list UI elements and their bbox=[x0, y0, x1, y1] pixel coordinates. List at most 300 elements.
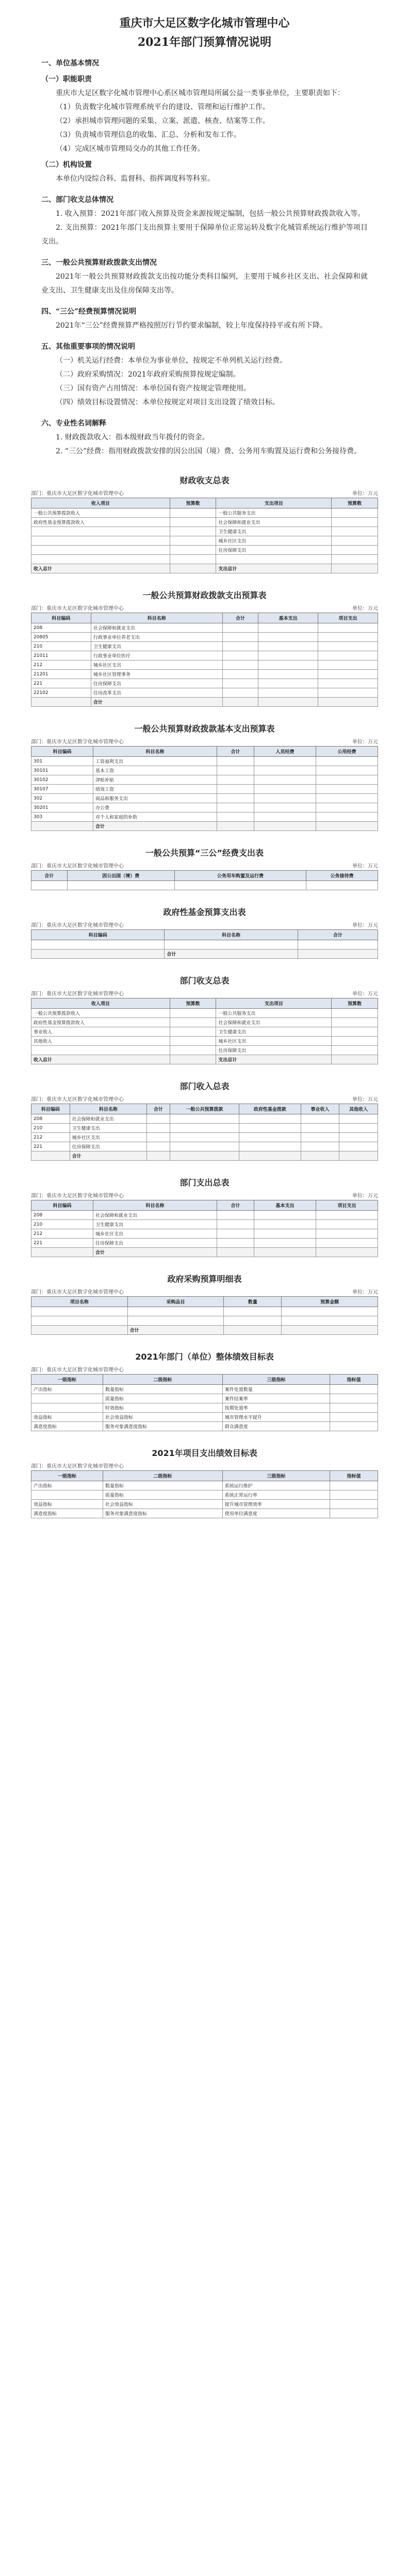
table-cell bbox=[282, 1307, 378, 1316]
table-row bbox=[31, 1385, 378, 1394]
table-cell bbox=[301, 1124, 339, 1133]
table-cell bbox=[316, 812, 378, 822]
table-cell bbox=[330, 1490, 378, 1500]
table-cell bbox=[339, 1114, 378, 1124]
table-cell: 数量指标 bbox=[103, 1481, 223, 1490]
table-cell bbox=[170, 1124, 239, 1133]
table-header: 合计 bbox=[217, 747, 254, 757]
table-cell bbox=[217, 1220, 254, 1229]
table-cell: 城市管理水平提升 bbox=[222, 1413, 330, 1422]
table-header: 合计 bbox=[298, 930, 378, 940]
table-cell bbox=[31, 1326, 128, 1335]
table-department: 部门：重庆市大足区数字化城市管理中心 bbox=[31, 1193, 124, 1199]
table-cell bbox=[332, 1046, 378, 1055]
budget-table bbox=[31, 929, 378, 959]
table-cell: 一般公共预算拨款收入 bbox=[31, 509, 170, 518]
table-meta bbox=[31, 921, 378, 928]
table-cell: 住房保障支出 bbox=[216, 1046, 332, 1055]
table-department: 部门：重庆市大足区数字化城市管理中心 bbox=[31, 491, 124, 497]
table-cell bbox=[332, 564, 378, 573]
table-header: 预算数 bbox=[170, 498, 216, 509]
table-cell bbox=[31, 822, 93, 831]
table-cell: 城乡社区管理事务 bbox=[91, 670, 222, 679]
table-row bbox=[31, 766, 378, 775]
budget-table bbox=[31, 1200, 378, 1257]
table-unit: 单位：万元 bbox=[352, 1097, 378, 1103]
table-cell bbox=[170, 1114, 239, 1124]
table-row bbox=[31, 881, 378, 890]
table-cell bbox=[258, 642, 318, 651]
table-cell bbox=[217, 785, 254, 794]
table-meta bbox=[31, 861, 378, 869]
table-meta bbox=[31, 989, 378, 997]
table-cell bbox=[330, 1500, 378, 1509]
section-heading: 四、“三公”经费预算情况说明 bbox=[41, 308, 137, 316]
table-cell bbox=[217, 803, 254, 812]
table-row bbox=[31, 822, 378, 831]
table-cell: 住房改革支出 bbox=[91, 688, 222, 698]
table-row bbox=[31, 670, 378, 679]
table-cell bbox=[258, 670, 318, 679]
table-cell bbox=[170, 1018, 216, 1027]
budget-tables bbox=[31, 474, 378, 1518]
table-cell bbox=[332, 509, 378, 518]
section-heading: 六、专业性名词解释 bbox=[41, 419, 106, 428]
table-header: 支出项目 bbox=[216, 998, 332, 1009]
table-cell bbox=[254, 1220, 316, 1229]
table-cell bbox=[146, 1124, 170, 1133]
paragraph: 2. “三公”经费：指用财政拨款安排的因公出国（境）费、公务用车购置及运行费和公务接待费。 bbox=[56, 447, 362, 455]
table-cell bbox=[31, 698, 91, 707]
table-cell bbox=[31, 527, 170, 536]
table-cell: 城乡社区支出 bbox=[216, 1037, 332, 1046]
table-cell bbox=[224, 1307, 282, 1316]
table-unit: 单位：万元 bbox=[352, 923, 378, 928]
table-header: 三级指标 bbox=[222, 1375, 330, 1385]
table-header: 公用经费 bbox=[316, 747, 378, 757]
table-cell bbox=[339, 1124, 378, 1133]
paragraph: 本单位内设综合科、监督科、指挥调度科等科室。 bbox=[56, 175, 215, 183]
table-row bbox=[31, 1037, 378, 1046]
table-header: 二级指标 bbox=[103, 1375, 223, 1385]
table-cell bbox=[165, 940, 298, 950]
table-row bbox=[31, 1326, 378, 1335]
table-row bbox=[31, 509, 378, 518]
table-cell bbox=[31, 1490, 103, 1500]
table-header: 指标值 bbox=[330, 1375, 378, 1385]
table-title: 2021年部门（单位）整体绩效目标表 bbox=[135, 1352, 274, 1362]
table-cell: 302 bbox=[31, 794, 93, 803]
table-cell: 产出指标 bbox=[31, 1481, 103, 1490]
table-row bbox=[31, 1229, 378, 1239]
section-heading: （二）机构设置 bbox=[41, 161, 92, 169]
table-unit: 单位：万元 bbox=[352, 991, 378, 997]
table-cell bbox=[170, 1133, 239, 1142]
budget-table bbox=[31, 1470, 378, 1518]
budget-table bbox=[31, 1296, 378, 1335]
budget-table bbox=[31, 1374, 378, 1431]
table-department: 部门：重庆市大足区数字化城市管理中心 bbox=[31, 606, 124, 612]
table-cell: 群众满意度 bbox=[222, 1422, 330, 1431]
table-cell bbox=[146, 1151, 170, 1161]
table-title: 部门收支总表 bbox=[179, 976, 230, 986]
table-header: 人员经费 bbox=[254, 747, 316, 757]
table-cell bbox=[31, 555, 170, 564]
table-cell bbox=[224, 1326, 282, 1335]
table-cell: 210 bbox=[31, 1220, 93, 1229]
table-cell bbox=[318, 623, 378, 633]
table-cell: 30201 bbox=[31, 803, 93, 812]
table-meta bbox=[31, 489, 378, 497]
table-cell bbox=[330, 1509, 378, 1518]
table-header: 预算数 bbox=[332, 998, 378, 1009]
table-cell bbox=[332, 1027, 378, 1037]
table-cell bbox=[330, 1385, 378, 1394]
table-cell bbox=[332, 546, 378, 555]
table-cell bbox=[316, 766, 378, 775]
table-title: 一般公共预算财政拨款支出预算表 bbox=[142, 590, 267, 600]
table-cell: 时效指标 bbox=[103, 1403, 223, 1413]
table-cell bbox=[318, 688, 378, 698]
table-cell: 系统正常运行率 bbox=[222, 1490, 330, 1500]
table-row bbox=[31, 1055, 378, 1064]
table-cell: 212 bbox=[31, 1229, 93, 1239]
table-cell: 办公费 bbox=[93, 803, 217, 812]
document-subtitle: 2021年部门预算情况说明 bbox=[137, 36, 272, 49]
table-row bbox=[31, 1490, 378, 1500]
table-header: 其他收入 bbox=[339, 1104, 378, 1114]
table-row bbox=[31, 1248, 378, 1257]
table-header: 一级指标 bbox=[31, 1471, 103, 1481]
table-header: 项目名称 bbox=[31, 1297, 128, 1307]
table-cell bbox=[332, 555, 378, 564]
table-cell: 合计 bbox=[70, 1151, 146, 1161]
table-cell: 21011 bbox=[31, 651, 91, 660]
table-cell bbox=[330, 1403, 378, 1413]
budget-table bbox=[31, 498, 378, 573]
table-header: 预算数 bbox=[332, 498, 378, 509]
table-unit: 单位：万元 bbox=[352, 1290, 378, 1295]
table-cell bbox=[31, 1394, 103, 1403]
table-row bbox=[31, 623, 378, 633]
paragraph: （1）负责数字化城市管理系统平台的建设、管理和运行维护工作。 bbox=[56, 103, 270, 111]
table-header: 政府性基金拨款 bbox=[239, 1104, 301, 1114]
table-row bbox=[31, 1009, 378, 1018]
table-cell bbox=[254, 794, 316, 803]
table-cell bbox=[301, 1133, 339, 1142]
table-cell bbox=[301, 1151, 339, 1161]
table-department: 部门：重庆市大足区数字化城市管理中心 bbox=[31, 1367, 124, 1373]
table-cell: 质量指标 bbox=[103, 1490, 223, 1500]
table-cell: 30107 bbox=[31, 785, 93, 794]
table-title: 2021年项目支出绩效目标表 bbox=[152, 1448, 257, 1458]
table-cell: 城乡社区支出 bbox=[93, 1229, 217, 1239]
table-cell: 208 bbox=[31, 1211, 93, 1220]
budget-table bbox=[31, 1104, 378, 1161]
table-cell bbox=[217, 1248, 254, 1257]
table-row bbox=[31, 1413, 378, 1422]
table-cell: 30101 bbox=[31, 766, 93, 775]
table-cell: 一般公共服务支出 bbox=[216, 509, 332, 518]
table-unit: 单位：万元 bbox=[352, 1193, 378, 1199]
table-row bbox=[31, 1394, 378, 1403]
table-cell: 津贴补贴 bbox=[93, 775, 217, 785]
table-cell: 卫生健康支出 bbox=[216, 527, 332, 536]
table-cell bbox=[170, 536, 216, 546]
table-cell: 221 bbox=[31, 679, 91, 688]
table-cell bbox=[31, 950, 165, 959]
table-cell bbox=[170, 518, 216, 527]
paragraph: 1. 财政拨款收入：指本级财政当年拨付的资金。 bbox=[56, 433, 209, 442]
table-header: 收入项目 bbox=[31, 498, 170, 509]
table-header: 一级指标 bbox=[31, 1375, 103, 1385]
table-cell: 合计 bbox=[165, 950, 298, 959]
table-row bbox=[31, 1509, 378, 1518]
table-cell: 住房保障支出 bbox=[216, 546, 332, 555]
table-cell: 对个人和家庭的补助 bbox=[93, 812, 217, 822]
table-cell: 卫生健康支出 bbox=[216, 1027, 332, 1037]
section-heading: 二、部门收支总体情况 bbox=[41, 196, 113, 204]
table-meta bbox=[31, 1095, 378, 1103]
table-cell bbox=[316, 757, 378, 766]
table-row bbox=[31, 633, 378, 642]
table-meta bbox=[31, 1287, 378, 1295]
table-unit: 单位：万元 bbox=[352, 863, 378, 869]
table-title: 部门收入总表 bbox=[179, 1081, 230, 1091]
table-department: 部门：重庆市大足区数字化城市管理中心 bbox=[31, 1097, 124, 1103]
table-cell bbox=[170, 1142, 239, 1151]
document-title: 重庆市大足区数字化城市管理中心 bbox=[119, 16, 290, 30]
table-cell bbox=[127, 1307, 224, 1316]
table-cell bbox=[316, 1220, 378, 1229]
table-department: 部门：重庆市大足区数字化城市管理中心 bbox=[31, 1464, 124, 1469]
table-cell bbox=[170, 546, 216, 555]
table-cell: 303 bbox=[31, 812, 93, 822]
table-cell: 合计 bbox=[127, 1326, 224, 1335]
table-department: 部门：重庆市大足区数字化城市管理中心 bbox=[31, 991, 124, 997]
table-cell bbox=[254, 775, 316, 785]
table-title: 政府性基金预算支出表 bbox=[163, 907, 246, 917]
table-cell: 提升城市管理效率 bbox=[222, 1500, 330, 1509]
table-cell: 社会保障和就业支出 bbox=[70, 1114, 146, 1124]
table-cell bbox=[170, 1055, 216, 1064]
table-cell: 社会效益指标 bbox=[103, 1500, 223, 1509]
table-cell: 工资福利支出 bbox=[93, 757, 217, 766]
table-cell bbox=[318, 642, 378, 651]
table-cell bbox=[222, 698, 258, 707]
table-cell: 社会保障和就业支出 bbox=[216, 518, 332, 527]
table-cell bbox=[222, 651, 258, 660]
table-cell: 301 bbox=[31, 757, 93, 766]
table-title: 部门支出总表 bbox=[179, 1178, 230, 1188]
table-cell bbox=[31, 1046, 170, 1055]
table-cell bbox=[239, 1124, 301, 1133]
table-cell bbox=[222, 623, 258, 633]
table-cell bbox=[316, 1248, 378, 1257]
budget-table bbox=[31, 613, 378, 707]
table-cell: 社会保障和就业支出 bbox=[91, 623, 222, 633]
table-meta bbox=[31, 737, 378, 745]
table-cell bbox=[282, 1326, 378, 1335]
table-row bbox=[31, 1151, 378, 1161]
table-row bbox=[31, 1220, 378, 1229]
table-cell: 城乡社区支出 bbox=[216, 536, 332, 546]
table-header: 指标值 bbox=[330, 1471, 378, 1481]
table-cell bbox=[217, 1211, 254, 1220]
table-row bbox=[31, 1027, 378, 1037]
table-header: 科目编码 bbox=[31, 930, 165, 940]
table-cell bbox=[127, 1316, 224, 1326]
table-meta bbox=[31, 1462, 378, 1469]
table-cell: 一般公共预算拨款收入 bbox=[31, 1009, 170, 1018]
table-cell bbox=[316, 1229, 378, 1239]
table-cell bbox=[217, 766, 254, 775]
table-cell bbox=[339, 1142, 378, 1151]
table-cell bbox=[332, 518, 378, 527]
table-cell bbox=[318, 651, 378, 660]
table-cell bbox=[170, 1009, 216, 1018]
table-cell bbox=[31, 940, 165, 950]
table-cell: 208 bbox=[31, 1114, 70, 1124]
table-cell bbox=[254, 1239, 316, 1248]
table-row bbox=[31, 1500, 378, 1509]
table-cell bbox=[67, 881, 175, 890]
table-cell bbox=[254, 1248, 316, 1257]
table-header: 科目编码 bbox=[31, 1200, 93, 1211]
table-cell: 212 bbox=[31, 1133, 70, 1142]
table-row bbox=[31, 794, 378, 803]
table-cell bbox=[146, 1114, 170, 1124]
table-department: 部门：重庆市大足区数字化城市管理中心 bbox=[31, 863, 124, 869]
table-row bbox=[31, 536, 378, 546]
table-row bbox=[31, 1316, 378, 1326]
table-header: 一般公共预算拨款 bbox=[170, 1104, 239, 1114]
table-cell bbox=[318, 679, 378, 688]
table-cell bbox=[254, 1229, 316, 1239]
table-header: 基本支出 bbox=[258, 613, 318, 623]
table-cell bbox=[217, 1229, 254, 1239]
table-header: 二级指标 bbox=[103, 1471, 223, 1481]
section-heading: 五、其他重要事项的情况说明 bbox=[41, 343, 135, 351]
table-cell bbox=[316, 794, 378, 803]
table-cell bbox=[254, 785, 316, 794]
table-header: 项目支出 bbox=[316, 1200, 378, 1211]
section-heading: 三、一般公共预算财政拨款支出情况 bbox=[41, 259, 157, 267]
table-cell bbox=[316, 1239, 378, 1248]
table-title: 一般公共预算财政拨款基本支出预算表 bbox=[134, 724, 275, 734]
table-cell bbox=[31, 1307, 128, 1316]
table-cell: 商品和服务支出 bbox=[93, 794, 217, 803]
table-cell bbox=[254, 766, 316, 775]
table-header: 合计 bbox=[146, 1104, 170, 1114]
table-row bbox=[31, 812, 378, 822]
table-cell: 210 bbox=[31, 642, 91, 651]
table-cell bbox=[239, 1151, 301, 1161]
table-row bbox=[31, 803, 378, 812]
table-cell: 210 bbox=[31, 1124, 70, 1133]
table-cell: 合计 bbox=[93, 822, 217, 831]
table-cell bbox=[254, 1211, 316, 1220]
section-heading: 一、单位基本情况 bbox=[41, 59, 99, 67]
table-cell bbox=[31, 1248, 93, 1257]
table-row bbox=[31, 1114, 378, 1124]
table-cell: 城乡社区支出 bbox=[91, 660, 222, 670]
table-row bbox=[31, 518, 378, 527]
table-cell bbox=[170, 527, 216, 536]
table-cell bbox=[318, 660, 378, 670]
table-cell bbox=[339, 1151, 378, 1161]
paragraph: （四）绩效目标设置情况：本单位按规定对项目支出设置了绩效目标。 bbox=[56, 398, 280, 406]
table-row bbox=[31, 1239, 378, 1248]
budget-table bbox=[31, 870, 378, 890]
table-cell: 支出总计 bbox=[216, 1055, 332, 1064]
table-cell bbox=[316, 803, 378, 812]
table-unit: 单位：万元 bbox=[352, 739, 378, 745]
table-cell bbox=[298, 950, 378, 959]
table-cell bbox=[146, 1133, 170, 1142]
table-cell: 使用单位满意度 bbox=[222, 1509, 330, 1518]
table-cell bbox=[316, 822, 378, 831]
table-cell: 案件处置数量 bbox=[222, 1385, 330, 1394]
table-cell bbox=[332, 1009, 378, 1018]
table-cell bbox=[217, 812, 254, 822]
table-cell bbox=[316, 785, 378, 794]
table-cell bbox=[216, 555, 332, 564]
table-cell: 住房保障支出 bbox=[91, 679, 222, 688]
table-header: 合计 bbox=[217, 1200, 254, 1211]
table-cell: 效益指标 bbox=[31, 1413, 103, 1422]
table-cell: 按期处置率 bbox=[222, 1403, 330, 1413]
table-unit: 单位：万元 bbox=[352, 491, 378, 497]
table-cell: 社会效益指标 bbox=[103, 1413, 223, 1422]
table-header: 科目名称 bbox=[70, 1104, 146, 1114]
table-cell: 30102 bbox=[31, 775, 93, 785]
paragraph: （2）承担城市管理问题的采集、立案、派遣、核查、结案等工作。 bbox=[56, 117, 270, 125]
table-cell bbox=[217, 794, 254, 803]
table-cell bbox=[258, 679, 318, 688]
table-cell: 事业收入 bbox=[31, 1027, 170, 1037]
paragraph: （二）政府采购情况：2021年政府采购预算按规定编制。 bbox=[56, 370, 240, 379]
table-cell bbox=[31, 546, 170, 555]
table-cell bbox=[258, 698, 318, 707]
table-cell: 行政事业单位养老支出 bbox=[91, 633, 222, 642]
table-cell bbox=[31, 1403, 103, 1413]
table-cell: 收入总计 bbox=[31, 564, 170, 573]
table-header: 预算金额 bbox=[282, 1297, 378, 1307]
table-cell: 卫生健康支出 bbox=[70, 1124, 146, 1133]
table-cell bbox=[316, 1211, 378, 1220]
table-cell bbox=[170, 564, 216, 573]
table-cell bbox=[330, 1394, 378, 1403]
paragraph: 2. 支出预算：2021年部门支出预算主要用于保障单位正常运转及数字化城管系统运行维护等项目支出。 bbox=[41, 224, 368, 246]
table-cell bbox=[217, 757, 254, 766]
paragraph: 重庆市大足区数字化城市管理中心系区城市管理局所属公益一类事业单位，主要职责如下： bbox=[56, 89, 345, 97]
table-cell: 城乡社区支出 bbox=[70, 1133, 146, 1142]
table-department: 部门：重庆市大足区数字化城市管理中心 bbox=[31, 923, 124, 928]
table-cell bbox=[31, 881, 68, 890]
table-cell bbox=[330, 1481, 378, 1490]
table-cell bbox=[330, 1422, 378, 1431]
table-cell: 系统运行维护 bbox=[222, 1481, 330, 1490]
table-header: 合计 bbox=[31, 871, 68, 881]
table-row bbox=[31, 775, 378, 785]
table-cell: 卫生健康支出 bbox=[93, 1220, 217, 1229]
table-cell: 221 bbox=[31, 1142, 70, 1151]
table-header: 收入项目 bbox=[31, 998, 170, 1009]
table-cell bbox=[239, 1142, 301, 1151]
table-cell bbox=[222, 633, 258, 642]
table-cell bbox=[31, 536, 170, 546]
